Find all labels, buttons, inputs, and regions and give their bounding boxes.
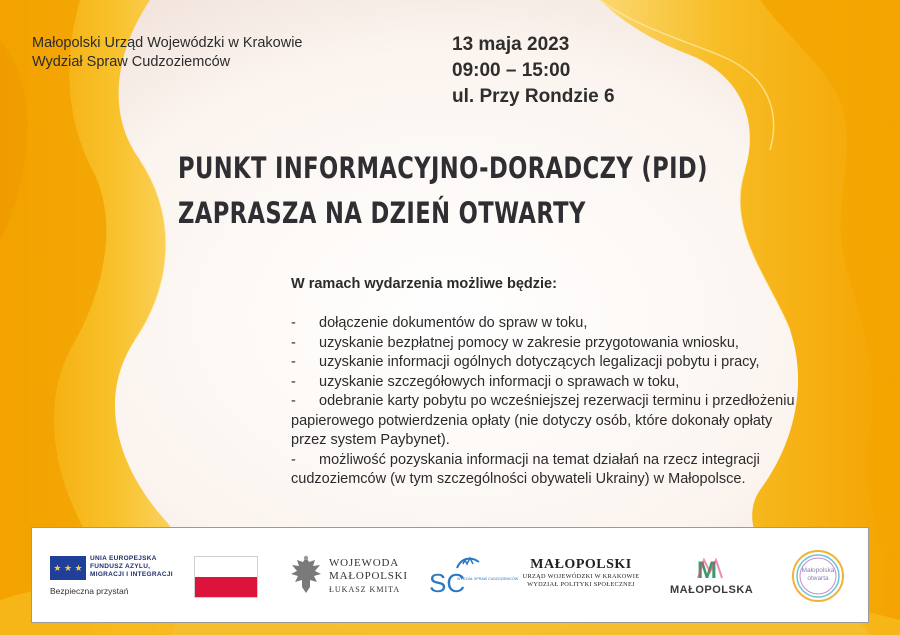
otwarta-line-1: Małopolska (801, 567, 835, 574)
list-item-text: uzyskanie informacji ogólnych dotyczących legalizacji pobytu i pracy, (319, 354, 760, 370)
eu-label-line-2: FUNDUSZ AZYLU, (90, 563, 151, 570)
services-list (291, 314, 811, 490)
eu-tagline: Bezpieczna przystań (50, 586, 129, 596)
regional-office-line-2: URZĄD WOJEWÓDZKI W KRAKOWIE (522, 573, 640, 580)
malopolska-m-letter: M (697, 557, 717, 584)
eu-fund-label (90, 555, 173, 579)
list-item-text: uzyskanie szczegółowych informacji o sprawach w toku, (319, 373, 680, 390)
eu-label-line-1: UNIA EUROPEJSKA (90, 555, 157, 562)
list-item (291, 392, 811, 451)
partner-logos-bar (31, 527, 869, 623)
eu-stars-icon: ★ ★ ★ (53, 563, 83, 573)
list-item-text: odebranie karty pobytu po wcześniejszej rezerwacji terminu i przedłożeniu papierowego potwierdzenia opłaty (nie dotyczy osób, które dokonały opłaty przez system Paybynet). (291, 393, 795, 448)
list-item-text: uzyskanie bezpłatnej pomocy w zakresie przygotowania wniosku, (319, 334, 739, 351)
event-address: ul. Przy Rondzie 6 (452, 86, 615, 107)
event-time: 09:00 – 15:00 (452, 60, 571, 81)
list-item (291, 314, 811, 334)
event-date: 13 maja 2023 (452, 34, 570, 55)
list-bullet: - (291, 334, 296, 351)
regional-office-label (520, 557, 642, 589)
title-line-2: ZAPRASZA NA DZIEŃ OTWARTY (178, 196, 586, 230)
voivode-line-2: MAŁOPOLSKI (329, 570, 408, 582)
list-bullet: - (291, 354, 296, 370)
list-item (291, 373, 811, 393)
malopolska-otwarta-label (790, 567, 846, 583)
eu-flag-icon (50, 556, 86, 580)
voivode-line-1: WOJEWODA (329, 557, 399, 569)
malopolska-wordmark: MAŁOPOLSKA (670, 584, 754, 596)
page-title (178, 146, 708, 236)
foreigners-department-logo (427, 550, 519, 600)
list-item (291, 353, 811, 373)
event-details (452, 32, 615, 110)
list-bullet: - (291, 393, 296, 409)
regional-office-name: MAŁOPOLSKI (530, 557, 632, 572)
poland-flag-icon (194, 556, 258, 598)
otwarta-line-2: otwarta (807, 575, 829, 582)
org-department: Wydział Spraw Cudzoziemców (32, 54, 231, 70)
sc-letters: SC (429, 568, 466, 598)
list-bullet: - (291, 373, 296, 390)
voivode-label (329, 557, 408, 596)
organization-block (32, 34, 303, 72)
sc-caption: WYDZIAŁ SPRAW CUDZOZIEMCÓW (457, 577, 519, 581)
list-bullet: - (291, 451, 296, 468)
org-name: Małopolski Urząd Wojewódzki w Krakowie (32, 35, 303, 51)
eu-label-line-3: MIGRACJI I INTEGRACJI (90, 571, 173, 578)
list-item (291, 334, 811, 354)
list-bullet: - (291, 315, 296, 331)
regional-office-line-3: WYDZIAŁ POLITYKI SPOŁECZNEJ (527, 581, 635, 588)
list-item (291, 451, 811, 490)
list-item-text: możliwość pozyskania informacji na temat działań na rzecz integracji cudzoziemców (w tym szczególności obywateli Ukrainy) w Małopolsce. (291, 451, 760, 487)
title-line-1: PUNKT INFORMACYJNO-DORADCZY (PID) (178, 151, 708, 185)
voivode-name: ŁUKASZ KMITA (329, 585, 401, 594)
list-item-text: dołączenie dokumentów do spraw w toku, (319, 315, 588, 331)
eagle-emblem-icon (288, 553, 324, 597)
list-intro: W ramach wydarzenia możliwe będzie: (291, 276, 557, 292)
